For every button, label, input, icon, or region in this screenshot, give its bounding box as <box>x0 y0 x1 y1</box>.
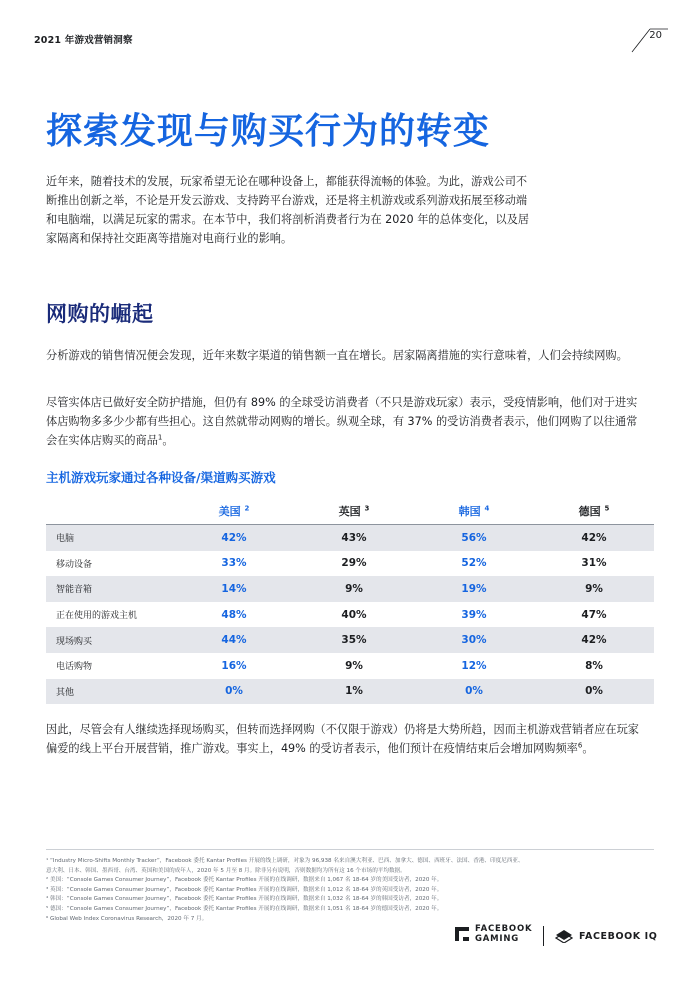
section-title: 网购的崛起 <box>46 302 154 326</box>
section-paragraph-2-text: 尽管实体店已做好安全防护措施，但仍有 89% 的全球受访消费者（不只是游戏玩家）表示，受疫情影响，他们对于进实体店购物多多少少都有些担心。这自然就带动网购的增长。纵观全球，有 37% 的受访消费者表示，他们网购了以往通常会在实体店购买的商品 <box>46 396 638 447</box>
table-cell: 12% <box>461 659 487 672</box>
column-header-uk <box>294 498 414 525</box>
table-cell: 43% <box>341 531 367 544</box>
table-cell: 48% <box>221 608 247 621</box>
table-row <box>46 576 654 602</box>
table-cell: 42% <box>581 531 607 544</box>
table-cell: 9% <box>345 582 363 595</box>
facebook-gaming-logo <box>455 924 532 944</box>
table-cell: 44% <box>221 634 247 647</box>
column-header-kr-label: 韩国 <box>458 505 481 518</box>
table-cell: 16% <box>221 659 247 672</box>
page-number: 20 <box>649 30 662 41</box>
section-paragraph-2-end: 。 <box>162 434 174 447</box>
table-cell: 31% <box>581 557 607 570</box>
page-number-marker <box>630 26 670 56</box>
table-cell: 8% <box>585 659 603 672</box>
facebook-iq-logo <box>555 929 658 943</box>
column-header-kr-sup: 4 <box>484 504 490 513</box>
column-header-de-label: 德国 <box>578 505 601 518</box>
footnote-item: 意大利、日本、韩国、墨西哥、台湾、英国和美国的成年人，2020 年 5 月至 8 月。除非另有说明，否则数据均为所有这 16 个市场的平均数据。 <box>46 867 406 874</box>
table-row <box>46 653 654 679</box>
row-label: 移动设备 <box>56 559 93 570</box>
footnote-item: ⁴ 韩国：“Console Games Consumer Journey”，Facebook 委托 Kantar Profiles 开展的在线调研，数据来自 1,032 名 18-64 岁的韩国受访者，2020 年。 <box>46 896 443 903</box>
table-header-row <box>46 498 654 525</box>
table-row <box>46 627 654 653</box>
table-cell: 0% <box>225 685 243 698</box>
table-cell: 1% <box>345 685 363 698</box>
intro-paragraph: 近年来，随着技术的发展，玩家希望无论在哪种设备上，都能获得流畅的体验。为此，游戏公司不断推出创新之举，不论是开发云游戏、支持跨平台游戏，还是将主机游戏或系列游戏拓展至移动端和电脑端，以满足玩家的需求。在本节中，我们将剖析消费者行为在 2020 年的总体变化，以及居家隔离和保持社交距离等措施对电商行业的影响。 <box>46 175 530 245</box>
conclusion-text: 因此，尽管会有人继续选择现场购买，但转而选择网购（不仅限于游戏）仍将是大势所趋，因而主机游戏营销者应在玩家偏爱的线上平台开展营销，推广游戏。事实上，49% 的受访者表示，他们预计在疫情结束后会增加网购频率 <box>46 723 639 755</box>
footnote-divider <box>46 849 654 850</box>
purchase-channel-table <box>46 498 654 704</box>
table-cell: 14% <box>221 582 247 595</box>
table-row <box>46 679 654 705</box>
table-cell: 40% <box>341 608 367 621</box>
footnote-item: ⁶ Global Web Index Coronavirus Research，2020 年 7 月。 <box>46 915 208 922</box>
facebook-gaming-icon <box>455 927 469 941</box>
footnote-item: ¹ “Industry Micro-Shifts Monthly Tracker”，Facebook 委托 Kantar Profiles 开展的线上调研，对象为 96,938 名来自澳大利亚、巴西、加拿大、德国、西班牙、法国、香港、印度尼西亚、 <box>46 858 524 864</box>
section-paragraph-1: 分析游戏的销售情况便会发现，近年来数字渠道的销售额一直在增长。居家隔离措施的实行意味着，人们会持续网购。 <box>46 349 628 362</box>
footnote-ref-1: 1 <box>157 433 163 442</box>
table-cell: 39% <box>461 608 487 621</box>
table-title: 主机游戏玩家通过各种设备/渠道购买游戏 <box>46 470 276 485</box>
table-cell: 42% <box>221 531 247 544</box>
conclusion-end: 。 <box>582 742 594 755</box>
column-header-de-sup: 5 <box>604 504 610 513</box>
column-header-us-sup: 2 <box>244 504 250 513</box>
table-cell: 52% <box>461 557 487 570</box>
table-row <box>46 525 654 551</box>
table-cell: 56% <box>461 531 487 544</box>
footer-logos <box>455 924 665 950</box>
column-header-us <box>174 498 294 525</box>
column-header-us-label: 美国 <box>218 505 241 518</box>
facebook-gaming-wordmark <box>475 924 532 944</box>
facebook-iq-wordmark: FACEBOOK IQ <box>579 930 658 942</box>
table-cell: 33% <box>221 557 247 570</box>
table-cell: 19% <box>461 582 487 595</box>
row-label: 其他 <box>56 687 75 698</box>
table-cell: 47% <box>581 608 607 621</box>
row-label: 电话购物 <box>56 662 93 673</box>
row-label: 电脑 <box>56 534 75 545</box>
footnote-item: ² 美国：“Console Games Consumer Journey”，Facebook 委托 Kantar Profiles 开展的在线调研，数据来自 1,067 名 18-64 岁的美国受访者，2020 年。 <box>46 877 443 884</box>
column-header-de <box>534 498 654 525</box>
table-cell: 9% <box>345 659 363 672</box>
row-label: 智能音箱 <box>56 585 93 596</box>
section-paragraph-2 <box>46 393 646 450</box>
column-header-kr <box>414 498 534 525</box>
table-cell: 0% <box>585 685 603 698</box>
table-cell: 30% <box>461 634 487 647</box>
facebook-iq-icon <box>555 929 573 943</box>
gaming-line-1: FACEBOOK <box>475 924 533 934</box>
gaming-line-2: GAMING <box>475 934 520 944</box>
header-title: 2021 年游戏营销洞察 <box>34 35 133 46</box>
row-label: 现场购买 <box>56 636 93 647</box>
footnote-item: ³ 英国：“Console Games Consumer Journey”，Facebook 委托 Kantar Profiles 开展的在线调研，数据来自 1,012 名 18-64 岁的英国受访者，2020 年。 <box>46 886 443 893</box>
column-header-uk-sup: 3 <box>364 504 370 513</box>
table-row <box>46 602 654 628</box>
column-header-uk-label: 英国 <box>338 505 361 518</box>
table-cell: 42% <box>581 634 607 647</box>
footnote-ref-6: 6 <box>577 741 583 750</box>
footnote-item: ⁵ 德国：“Console Games Consumer Journey”，Facebook 委托 Kantar Profiles 开展的在线调研，数据来自 1,051 名 18-64 岁的德国受访者，2020 年。 <box>46 905 443 912</box>
footnotes <box>46 857 656 924</box>
logo-divider <box>543 926 544 946</box>
table-cell: 0% <box>465 685 483 698</box>
row-label: 正在使用的游戏主机 <box>56 611 138 622</box>
table-header-empty <box>46 498 174 525</box>
conclusion-paragraph <box>46 720 646 758</box>
page-title: 探索发现与购买行为的转变 <box>46 111 491 152</box>
table-row <box>46 551 654 577</box>
table-cell: 35% <box>341 634 367 647</box>
table-cell: 9% <box>585 582 603 595</box>
table-cell: 29% <box>341 557 367 570</box>
